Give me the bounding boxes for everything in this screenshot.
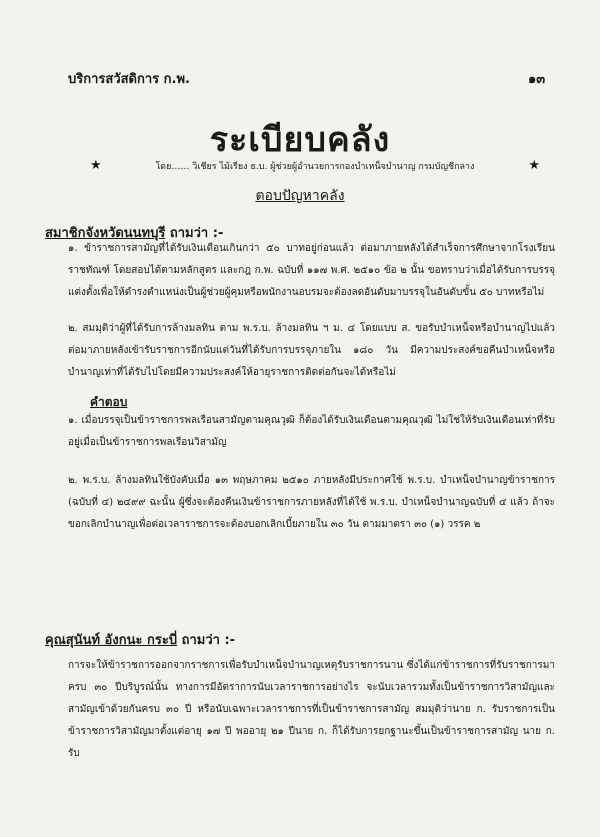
answer-paragraph-1: ๑. เมื่อบรรจุเป็นข้าราชการพลเรือนสามัญตามคุณวุฒิ ก็ต้องได้รับเงินเดือนตามคุณวุฒิ ไม่ใช่ให้รับเงินเดือนเท่าที่รับอยู่เมื่อเป็นข้าราชการพลเรือนวิสามัญ [68,415,555,448]
question2-suffix: ถามว่า :- [181,633,236,648]
byline [90,158,540,173]
star-icon-right: ★ [528,158,540,173]
answer-label: คำตอบ [90,395,128,409]
page-title: ระเบียบคลัง [209,120,391,160]
question1-suffix: ถามว่า :- [169,226,224,241]
section-subheading: ตอบปัญหาคลัง [255,188,345,204]
question2-asker: คุณสุนันท์ อังกนะ กระบี่ [45,633,178,648]
question2-paragraph-1: การจะให้ข้าราชการออกจากราชการเพื่อรับบำเหน็จบำนาญเหตุรับราชการนาน ซึ่งได้แก่ข้าราชการที่รับราชการมาครบ ๓๐ ปีบริบูรณ์นั้น ทางการมีอัตราการนับเวลาราชการอย่างไร จะนับเวลารวมทั้งเป็นข้าราชการวิสามัญและสามัญเข้าด้วยกันครบ ๓๐ ปี หรือนับเฉพาะเวลาราชการที่เป็นข้าราชการสามัญ สมมุติว่านาย ก. รับราชการเป็นข้าราชการวิสามัญมาตั้งแต่อายุ ๑๗ ปี พออายุ ๒๑ ปีนาย ก. ก็ได้รับการยกฐานะขึ้นเป็นข้าราชการสามัญ นาย ก. รับ [68,660,555,759]
page-number: ๑๓ [528,72,546,87]
question1-paragraph-2: ๒. สมมุติว่าผู้ที่ได้รับการล้างมลทิน ตาม พ.ร.บ. ล้างมลทิน ฯ ม. ๔ โดยแบบ ส. ขอรับบำเหน็จหรือบำนาญไปแล้ว ต่อมาภายหลังเข้ารับราชการอีกนับแต่วันที่ได้รับการบรรจุภายใน ๑๘๐ วัน มีความประสงค์ขอคืนบำเหน็จหรือบำนาญเท่าที่ได้รับไปโดยมีความประสงค์ให้อายุราชการติดต่อกันจะได้หรือไม่ [68,323,555,378]
byline-text: โดย…… วิเชียร ไม้เรียง ธ.บ. ผู้ช่วยผู้อำนวยการกองบำเหน็จบำนาญ กรมบัญชีกลาง [155,161,475,172]
question1-asker: สมาชิกจังหวัดนนทบุรี [45,226,166,241]
question2-heading [45,629,235,650]
question1-paragraph-1: ๑. ข้าราชการสามัญที่ได้รับเงินเดือนเกินกว่า ๕๐ บาทอยู่ก่อนแล้ว ต่อมาภายหลังได้สำเร็จการศึกษาจากโรงเรียนราชทัณฑ์ โดยสอบได้ตามหลักสูตร และกฎ ก.พ. ฉบับที่ ๑๑๗ พ.ศ. ๒๕๑๐ ข้อ ๒ นั้น ขอทราบว่าเมื่อได้รับการบรรจุแต่งตั้งเพื่อให้ดำรงตำแหน่งเป็นผู้ช่วยผู้คุมหรือพนักงานอบรมจะต้องลดอันดับมาบรรจุในอันดับขั้น ๕๐ บาทหรือไม่ [68,243,555,298]
header-left: บริการสวัสดิการ ก.พ. [68,72,190,87]
star-icon-left: ★ [90,158,102,173]
answer-paragraph-2: ๒. พ.ร.บ. ล้างมลทินใช้บังคับเมื่อ ๑๓ พฤษภาคม ๒๕๑๐ ภายหลังมีประกาศใช้ พ.ร.บ. บำเหน็จบำนาญข้าราชการ (ฉบับที่ ๔) ๒๔๙๙ ฉะนั้น ผู้ซึ่งจะต้องคืนเงินข้าราชการภายหลังที่ได้ใช้ พ.ร.บ. บำเหน็จบำนาญฉบับที่ ๔ แล้ว ถ้าจะขอกเลิกบำนาญเพื่อต่อเวลาราชการจะต้องบอกเลิกเบี้ยภายใน ๓๐ วัน ตามมาตรา ๓๐ (๑) วรรค ๒ [68,475,555,530]
